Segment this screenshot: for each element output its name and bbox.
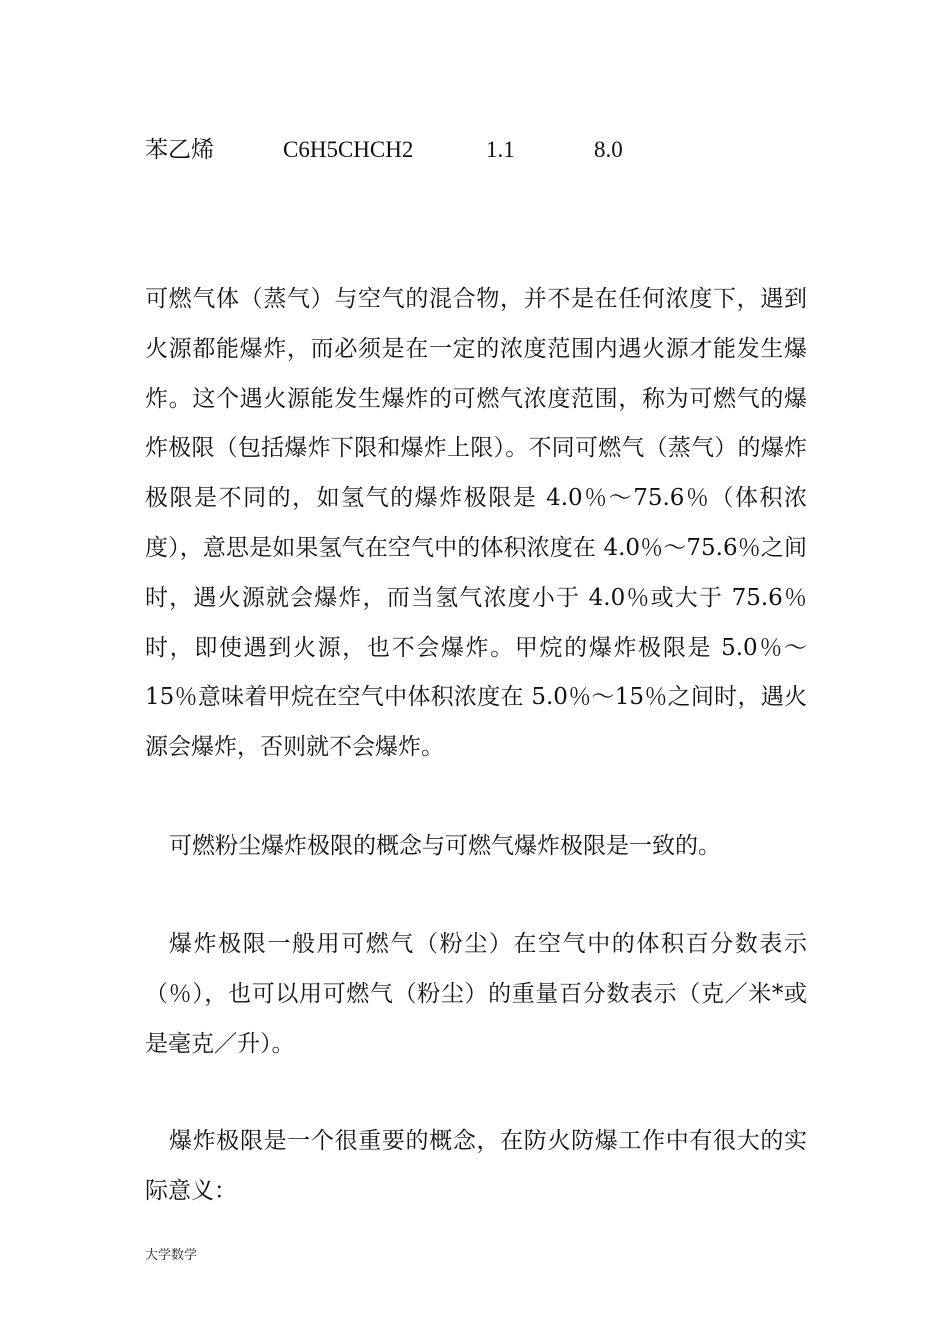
page-footer: 大学数学 [145, 1248, 198, 1263]
paragraph-dust-explosion-limit: 可燃粉尘爆炸极限的概念与可燃气爆炸极限是一致的。 [169, 833, 721, 859]
paragraph-limit-units: 爆炸极限一般用可燃气（粉尘）在空气中的体积百分数表示（％），也可以用可燃气（粉尘）的重量百分数表示（克／米*或是毫克／升）。 [145, 931, 807, 1057]
substance-name: 苯乙烯 [145, 137, 214, 163]
lower-limit-value: 1.1 [486, 137, 515, 162]
paragraph-practical-significance: 爆炸极限是一个很重要的概念，在防火防爆工作中有很大的实际意义： [145, 1128, 807, 1204]
chemical-formula: C6H5CHCH2 [283, 137, 414, 162]
paragraph-explosion-limit-definition: 可燃气体（蒸气）与空气的混合物，并不是在任何浓度下，遇到火源都能爆炸，而必须是在一定的浓度范围内遇火源才能发生爆炸。这个遇火源能发生爆炸的可燃气浓度范围，称为可燃气的爆炸极限（包括爆炸下限和爆炸上限）。不同可燃气（蒸气）的爆炸极限是不同的，如氢气的爆炸极限是 4.0％～75.6％（体积浓度），意思是如果氢气在空气中的体积浓度在 4.0％～75.6％之间时，遇火源就会爆炸，而当氢气浓度小于 4.0％或大于 75.6％时，即使遇到火源，也不会爆炸。甲烷的爆炸极限是 5.0％～15％意味着甲烷在空气中体积浓度在 5.0％～15％之间时，遇火源会爆炸，否则就不会爆炸。 [145, 286, 807, 761]
upper-limit-value: 8.0 [594, 137, 623, 162]
